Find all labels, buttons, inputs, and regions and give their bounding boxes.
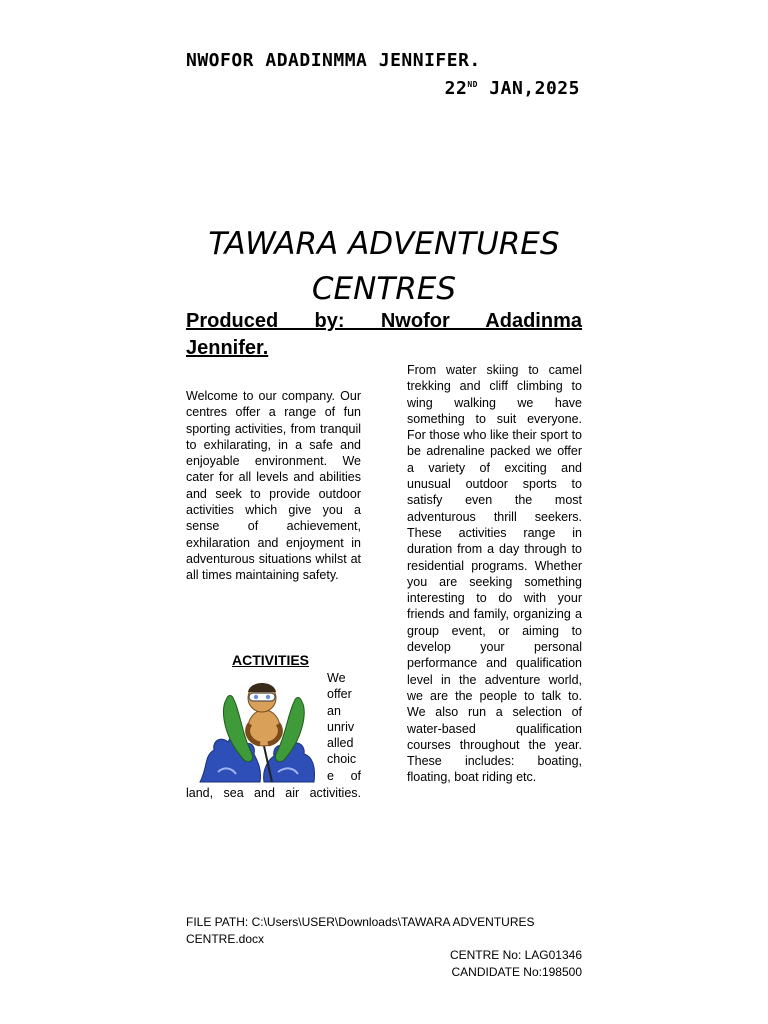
activities-word: e of xyxy=(327,768,361,783)
activities-narrow-text xyxy=(327,670,361,784)
waterskier-illustration xyxy=(198,676,326,784)
document-date xyxy=(445,78,580,99)
activities-word: alled xyxy=(327,736,354,751)
file-path: FILE PATH: C:\Users\USER\Downloads\TAWARA ADVENTURES CENTRE.docx xyxy=(186,915,535,946)
activities-word: offer xyxy=(327,687,352,702)
activities-paragraph: From water skiing to camel trekking and cliff climbing to wing walking we have something to suit everyone. For those who like their sport to be adrenaline packed we offer a variety of exciting and unusual outdoor sports to satisfy even the most adventurous thrill seekers. These activities range in duration from a day through to residential programs. Whether you are seeking something interesting to do with your friends and family, organizing a group event, or aiming to develop your personal performance and qualification level in the adventure world, we are the people to talk to. We also run a selection of water-based qualification courses throughout the year. These includes: boating, floating, boat riding etc. xyxy=(407,363,582,785)
centre-number: CENTRE No: LAG01346 xyxy=(449,948,582,962)
date-suffix: ND xyxy=(467,80,478,89)
activities-bottom-text: land, sea and air activities. xyxy=(186,786,361,800)
date-day: 22 xyxy=(444,78,468,99)
document-title xyxy=(186,222,582,312)
footer-ids xyxy=(450,947,582,980)
activities-word: We xyxy=(327,671,346,685)
candidate-number: CANDIDATE No:198500 xyxy=(451,964,582,979)
activities-word: unriv xyxy=(327,719,355,734)
activities-word: choic xyxy=(327,752,357,767)
activities-heading: ACTIVITIES xyxy=(232,652,310,668)
title-line-1: TAWARA ADVENTURES xyxy=(208,226,560,262)
activities-word: an xyxy=(327,703,341,718)
intro-paragraph: Welcome to our company. Our centres offer a range of fun sporting activities, from tranquil to exhilarating, in a safe and enjoyable environment. We cater for all levels and abilities and seek to provide outdoor activities which give you a sense of achievement, exhilaration and enjoyment in adventurous situations whilst at all times maintaining safety. xyxy=(186,389,361,583)
byline-line-2: Jennifer. xyxy=(186,337,269,359)
date-month-year: JAN,2025 xyxy=(477,78,580,99)
title-line-2: CENTRES xyxy=(311,271,457,307)
author-name: NWOFOR ADADINMMA JENNIFER. xyxy=(186,50,481,71)
byline-line-1: Produced by: Nwofor Adadinma xyxy=(186,310,582,332)
